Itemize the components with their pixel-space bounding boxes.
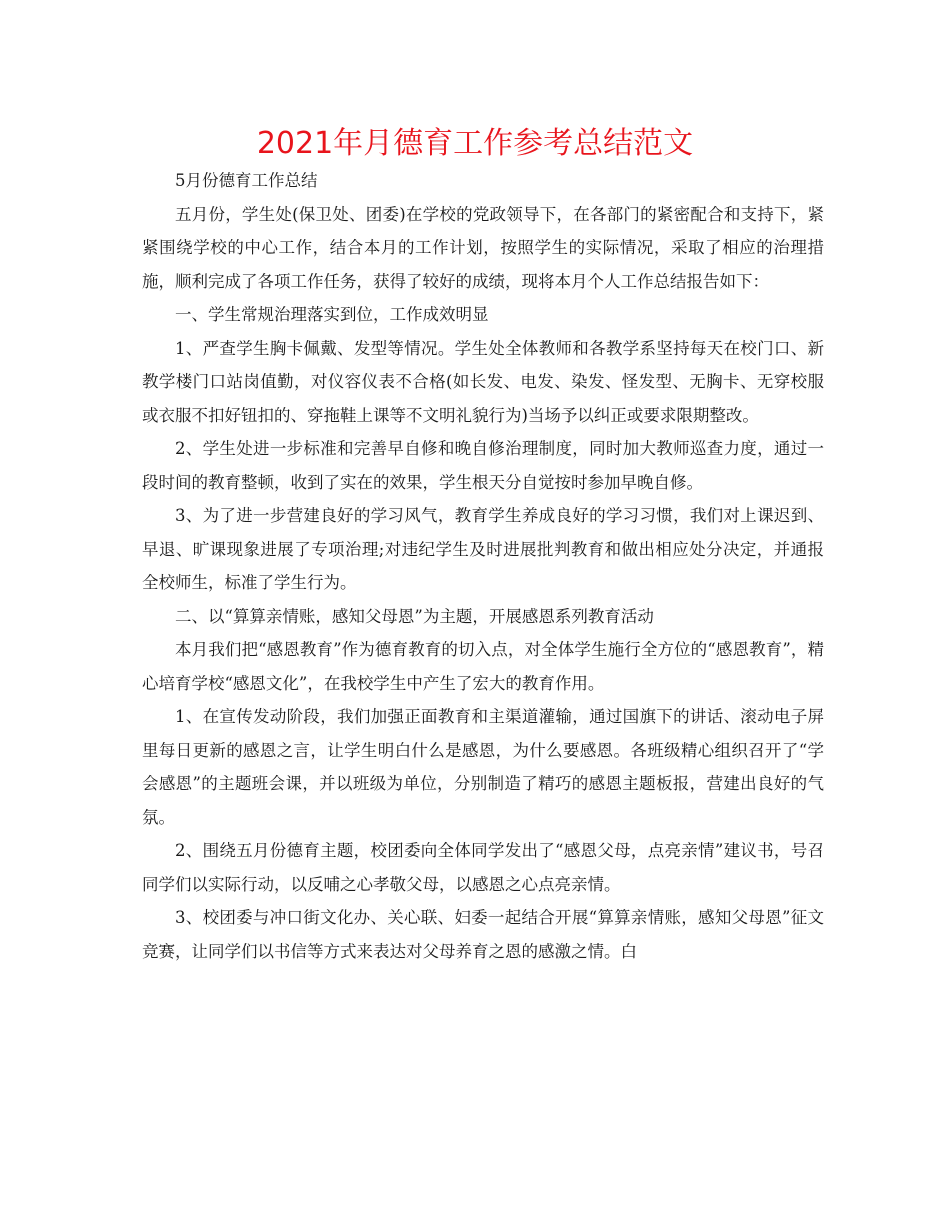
paragraph: 2、学生处进一步标准和完善早自修和晚自修治理制度，同时加大教师巡查力度，通过一段时间的教育整顿，收到了实在的效果，学生根天分自觉按时参加早晚自修。 — [142, 439, 824, 492]
section-heading: 二、以“算算亲情账，感知父母恩”为主题，开展感恩系列教育活动 — [175, 606, 654, 626]
paragraph: 本月我们把“感恩教育”作为德育教育的切入点，对全体学生施行全方位的“感恩教育”，精心培育学校“感恩文化”，在我校学生中产生了宏大的教育作用。 — [142, 640, 824, 693]
paragraph: 3、校团委与冲口街文化办、关心联、妇委一起结合开展“算算亲情账，感知父母恩”征文竞赛，让同学们以书信等方式来表达对父母养育之恩的感激之情。白 — [142, 908, 824, 961]
paragraph: 3、为了进一步营建良好的学习风气，教育学生养成良好的学习习惯，我们对上课迟到、早退、旷课现象进展了专项治理;对违纪学生及时进展批判教育和做出相应处分决定，并通报全校师生，标准了学生行为。 — [142, 506, 824, 592]
paragraph: 5月份德育工作总结 — [175, 171, 318, 190]
paragraph: 五月份，学生处(保卫处、团委)在学校的党政领导下，在各部门的紧密配合和支持下，紧紧围绕学校的中心工作，结合本月的工作计划，按照学生的实际情况，采取了相应的治理措施，顺利完成了各项工作任务，获得了较好的成绩，现将本月个人工作总结报告如下： — [142, 204, 824, 291]
paragraph: 1、在宣传发动阶段，我们加强正面教育和主渠道灌输，通过国旗下的讲话、滚动电子屏里每日更新的感恩之言，让学生明白什么是感恩，为什么要感恩。各班级精心组织召开了“学会感恩”的主题班会课，并以班级为单位，分别制造了精巧的感恩主题板报，营建出良好的气氛。 — [142, 707, 824, 827]
document-body — [142, 164, 824, 968]
paragraph: 2、围绕五月份德育主题，校团委向全体同学发出了“感恩父母，点亮亲情”建议书，号召同学们以实际行动，以反哺之心孝敬父母，以感恩之心点亮亲情。 — [142, 841, 824, 894]
paragraph: 1、严查学生胸卡佩戴、发型等情况。学生处全体教师和各教学系坚持每天在校门口、新教学楼门口站岗值勤，对仪容仪表不合格(如长发、电发、染发、怪发型、无胸卡、无穿校服或衣服不扣好钮扣的、穿拖鞋上课等不文明礼貌行为)当场予以纠正或要求限期整改。 — [142, 338, 824, 425]
section-heading: 一、学生常规治理落实到位，工作成效明显 — [175, 305, 489, 324]
document-title: 2021年月德育工作参考总结范文 — [256, 126, 694, 161]
